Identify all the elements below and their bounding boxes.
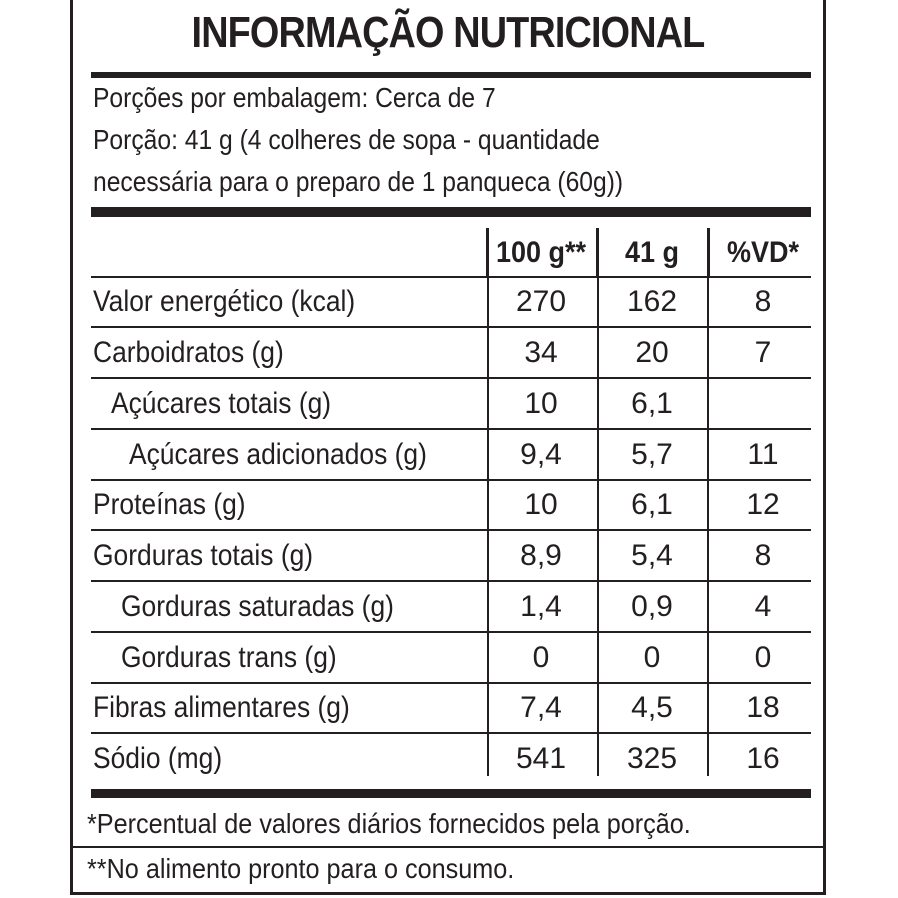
value-daily-percent: 7 — [754, 336, 772, 369]
value-daily-percent: 8 — [754, 285, 772, 318]
value-per-100g: 7,4 — [520, 691, 562, 724]
value-per-100g: 34 — [524, 336, 558, 369]
value-daily-percent: 11 — [747, 438, 779, 471]
value-per-100g: 0 — [532, 641, 550, 674]
value-per-portion: 0,9 — [631, 590, 673, 623]
nutrient-name: Açúcares totais (g) — [111, 387, 332, 420]
nutrient-row-trans-fat — [73, 632, 823, 683]
value-daily-percent: 18 — [746, 691, 780, 724]
footnote-divider — [73, 846, 823, 848]
title-divider — [91, 72, 811, 78]
value-daily-percent: 4 — [754, 590, 772, 623]
nutrient-row-saturated-fat — [73, 581, 823, 632]
nutrient-row-total-fat — [73, 530, 823, 581]
column-divider — [596, 228, 599, 276]
value-per-portion: 0 — [643, 641, 661, 674]
column-divider — [486, 228, 489, 276]
value-daily-percent: 0 — [754, 641, 772, 674]
nutrient-row-proteins — [73, 479, 823, 530]
footnote-daily-values: *Percentual de valores diários fornecidos pela porção. — [87, 808, 691, 839]
value-per-portion: 4,5 — [631, 691, 673, 724]
nutrient-name: Proteínas (g) — [93, 488, 246, 521]
nutrient-name: Valor energético (kcal) — [93, 285, 356, 318]
value-per-portion: 20 — [635, 336, 669, 369]
value-daily-percent: 8 — [754, 539, 772, 572]
value-per-portion: 6,1 — [631, 387, 673, 420]
nutrient-row-carbs — [73, 327, 823, 378]
column-header-portion: 41 g — [624, 236, 680, 269]
servings-per-package: Porções por embalagem: Cerca de 7 — [93, 82, 496, 113]
portion-size-line-1: Porção: 41 g (4 colheres de sopa - quantidade — [93, 124, 600, 155]
portion-size-line-2: necessária para o preparo de 1 panqueca (60g)) — [93, 166, 624, 197]
value-per-portion: 162 — [626, 285, 678, 318]
footnote-prepared-food: **No alimento pronto para o consumo. — [87, 853, 515, 884]
value-per-100g: 8,9 — [520, 539, 562, 572]
column-divider — [707, 228, 710, 276]
column-header-vd: %VD* — [726, 236, 800, 269]
nutrient-row-sodium — [73, 733, 823, 784]
label-title: INFORMAÇÃO NUTRICIONAL — [191, 8, 705, 57]
nutrient-name: Carboidratos (g) — [93, 336, 284, 369]
nutrition-facts-label — [70, 0, 826, 895]
column-header-100g: 100 g** — [495, 236, 587, 269]
value-per-100g: 9,4 — [520, 438, 562, 471]
nutrient-row-energy — [73, 276, 823, 327]
nutrient-name: Gorduras totais (g) — [93, 539, 314, 572]
nutrient-name: Gorduras saturadas (g) — [121, 590, 394, 623]
servings-divider — [91, 207, 811, 217]
value-per-100g: 10 — [524, 387, 558, 420]
value-per-portion: 325 — [626, 742, 678, 775]
nutrient-name: Fibras alimentares (g) — [93, 691, 350, 724]
table-bottom-divider — [91, 789, 811, 798]
value-per-100g: 541 — [515, 742, 567, 775]
value-daily-percent: 12 — [746, 488, 780, 521]
value-per-100g: 10 — [524, 488, 558, 521]
nutrient-name: Sódio (mg) — [93, 742, 223, 775]
value-per-100g: 270 — [515, 285, 567, 318]
nutrient-name: Gorduras trans (g) — [121, 641, 337, 674]
value-daily-percent: 16 — [746, 742, 780, 775]
nutrient-row-total-sugars — [73, 378, 823, 429]
value-per-portion: 5,7 — [631, 438, 673, 471]
value-per-portion: 5,4 — [631, 539, 673, 572]
value-per-portion: 6,1 — [631, 488, 673, 521]
nutrient-row-added-sugars — [73, 429, 823, 480]
value-per-100g: 1,4 — [520, 590, 562, 623]
nutrient-row-fiber — [73, 682, 823, 733]
nutrient-name: Açúcares adicionados (g) — [129, 438, 427, 471]
